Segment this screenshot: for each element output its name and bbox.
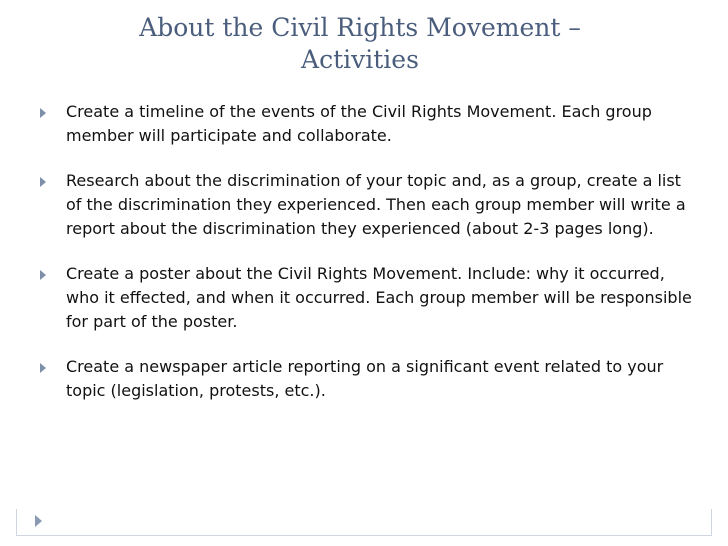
bullet-item bbox=[36, 355, 698, 403]
triangle-bullet-icon bbox=[40, 177, 46, 187]
bullet-text: Create a newspaper article reporting on a significant event related to your topic (legislation, protests, etc.). bbox=[66, 357, 664, 400]
triangle-bullet-icon bbox=[40, 363, 46, 373]
slide-title-line-1: About the Civil Rights Movement – bbox=[139, 13, 581, 42]
bullet-item bbox=[36, 100, 698, 148]
triangle-bullet-icon bbox=[40, 270, 46, 280]
bullet-text: Create a poster about the Civil Rights Movement. Include: why it occurred, who it effected, and when it occurred. Each group member will be responsible for part of the poster. bbox=[66, 264, 692, 331]
slide-title bbox=[60, 12, 660, 76]
bullet-text: Create a timeline of the events of the Civil Rights Movement. Each group member will participate and collaborate. bbox=[66, 102, 652, 145]
bullet-item bbox=[36, 169, 698, 241]
slide-title-line-2: Activities bbox=[301, 45, 419, 74]
bullet-list bbox=[36, 100, 698, 424]
bullet-item bbox=[36, 262, 698, 334]
triangle-bullet-icon bbox=[40, 108, 46, 118]
slide-bottom-frame bbox=[16, 509, 712, 536]
bullet-text: Research about the discrimination of your topic and, as a group, create a list of the discrimination they experienced. Then each group member will write a report about the discrimination they experienced (about 2-3 pages long). bbox=[66, 171, 686, 238]
slide-nav-arrow-icon bbox=[35, 515, 42, 527]
